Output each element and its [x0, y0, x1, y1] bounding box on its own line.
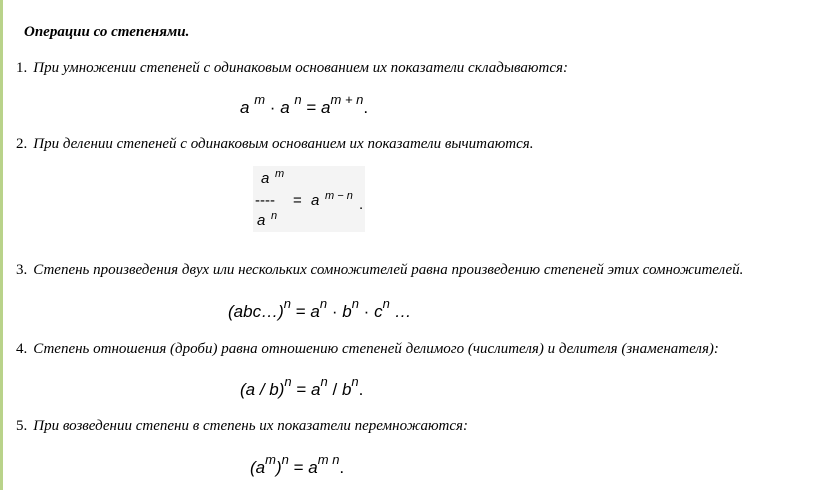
f3-base-c: c	[374, 302, 383, 321]
formula-3	[228, 296, 412, 322]
rule-2	[16, 136, 533, 153]
f3-ellipsis: …	[394, 302, 412, 321]
formula-2	[253, 166, 365, 232]
rule-4-text: Степень отношения (дроби) равна отношению степеней делимого (числителя) и делителя (знаменателя):	[33, 341, 719, 357]
left-border	[0, 0, 3, 490]
f5-exp-product: m n	[317, 452, 340, 467]
f1-base-a2: a	[280, 98, 290, 117]
f1-base-a: a	[240, 98, 250, 117]
f2-numerator-exp: m	[275, 168, 285, 180]
f3-dot2: ·	[363, 302, 370, 321]
f1-exp-n: n	[294, 92, 302, 107]
rule-1-text: При умножении степеней с одинаковым основанием их показатели складываются:	[33, 60, 568, 76]
f1-equals: =	[306, 98, 317, 117]
f1-exp-sum: m + n	[330, 92, 364, 107]
formula-5	[250, 452, 345, 478]
f3-exp-n: n	[283, 296, 291, 311]
f3-exp-n2: n	[351, 296, 359, 311]
f4-equals: =	[296, 380, 307, 399]
f2-denominator-exp: n	[271, 210, 278, 222]
f3-exp-n3: n	[382, 296, 390, 311]
f2-fraction-line: ----	[255, 192, 275, 209]
f3-exp-n1: n	[319, 296, 328, 311]
rule-5-number: 5.	[16, 418, 28, 434]
rule-4	[16, 341, 719, 358]
f5-exp-n: n	[281, 452, 289, 467]
rule-2-number: 2.	[16, 136, 28, 152]
f4-base-b: b	[341, 380, 352, 399]
f2-result-exp: m − n	[325, 190, 353, 202]
formula-1	[240, 92, 369, 118]
rule-4-number: 4.	[16, 341, 28, 357]
f4-exp-n: n	[284, 374, 292, 389]
f2-equals: =	[293, 192, 302, 209]
f4-base-a: a	[311, 380, 321, 399]
f2-numerator-a: a	[261, 170, 270, 187]
rule-3	[16, 262, 743, 279]
f5-exp-m: m	[265, 452, 276, 467]
f5-equals: =	[293, 458, 304, 477]
f4-lhs: (a / b)	[240, 380, 285, 399]
formula-4	[240, 374, 364, 400]
f1-base-a3: a	[321, 98, 331, 117]
f5-base-a: a	[308, 458, 318, 477]
rule-5-text: При возведении степени в степень их показатели перемножаются:	[33, 418, 468, 434]
f4-period: .	[358, 380, 364, 399]
f5-period: .	[339, 458, 345, 477]
rule-3-number: 3.	[16, 262, 28, 278]
rule-3-text: Степень произведения двух или нескольких сомножителей равна произведению степеней этих сомножителей.	[33, 262, 744, 278]
f4-exp-n1: n	[320, 374, 328, 389]
rule-1	[16, 60, 568, 77]
f5-close: )	[275, 458, 282, 477]
f1-exp-m: m	[254, 92, 266, 107]
f2-denominator-a: a	[257, 212, 266, 229]
f4-exp-n2: n	[351, 374, 359, 389]
f3-base-b: b	[342, 302, 352, 321]
rule-5	[16, 418, 468, 435]
f3-dot1: ·	[331, 302, 338, 321]
f2-period: .	[359, 196, 364, 213]
f3-equals: =	[295, 302, 306, 321]
f3-base-a: a	[310, 302, 320, 321]
f4-slash: /	[332, 380, 338, 399]
f3-lhs: (abc…)	[228, 302, 284, 321]
f1-dot: ·	[269, 98, 276, 117]
rule-1-number: 1.	[16, 60, 28, 76]
f2-result-a: a	[311, 192, 320, 209]
rule-2-text: При делении степеней с одинаковым основанием их показатели вычитаются.	[33, 136, 534, 152]
f5-open: (a	[250, 458, 266, 477]
f1-period: .	[363, 98, 369, 117]
page-title: Операции со степенями.	[24, 24, 190, 40]
